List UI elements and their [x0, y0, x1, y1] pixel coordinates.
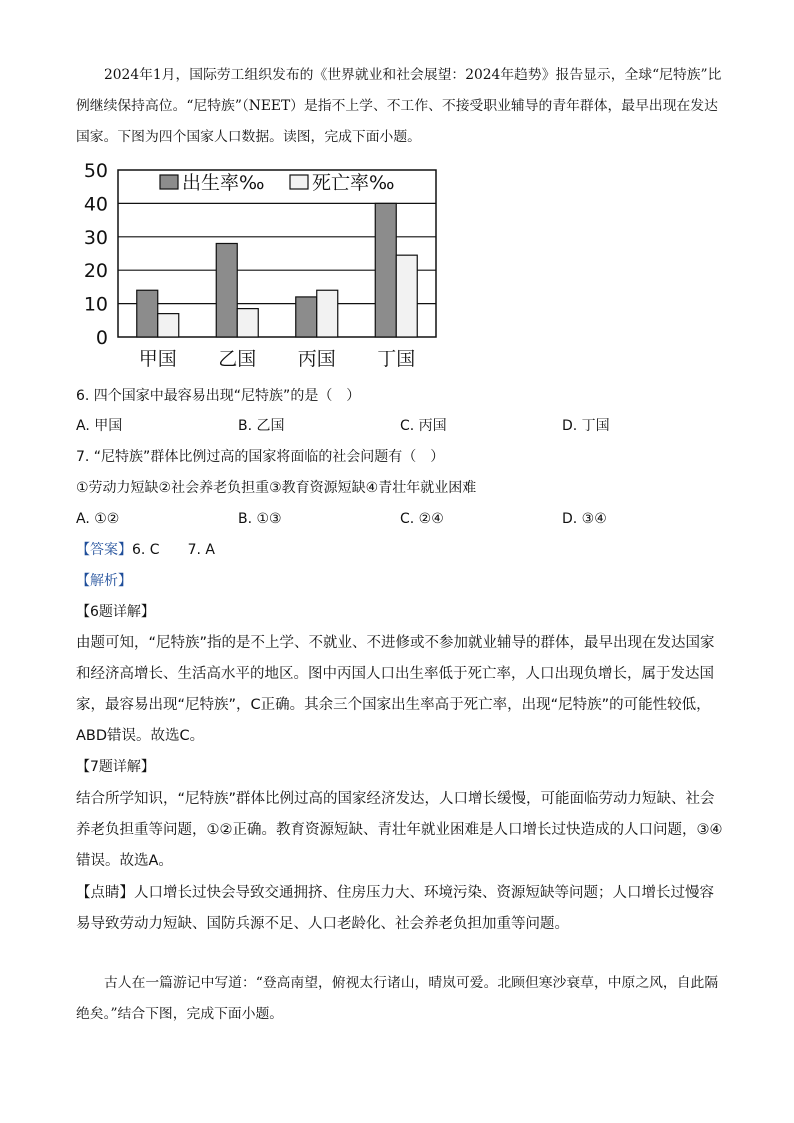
q6-stem: 6. 四个国家中最容易出现“尼特族”的是（ ） [76, 388, 361, 404]
answer-label: 【答案】 [76, 542, 132, 558]
bar-birth-2 [296, 297, 317, 337]
q6-option-d[interactable]: D. 丁国 [562, 418, 610, 434]
bar-birth-3 [375, 203, 396, 337]
legend-label-0: 出生率‰ [182, 172, 265, 194]
q6-option-c[interactable]: C. 丙国 [400, 418, 447, 434]
q7-option-c[interactable]: C. ②④ [400, 511, 444, 527]
x-tick-label: 乙国 [218, 348, 257, 370]
dianjing [76, 878, 726, 940]
analysis-label: 【解析】 [76, 573, 132, 589]
d7-label: 【7题详解】 [76, 759, 155, 775]
y-tick-label: 40 [84, 193, 108, 216]
q7-option-a[interactable]: A. ①② [76, 511, 120, 527]
birth-death-rate-chart [84, 160, 444, 375]
q6-options [76, 411, 726, 441]
d6-label: 【6题详解】 [76, 604, 155, 620]
q7-option-d[interactable]: D. ③④ [562, 511, 607, 527]
q6-option-b[interactable]: B. 乙国 [238, 418, 285, 434]
y-tick-label: 30 [84, 226, 108, 249]
dianjing-text: 人口增长过快会导致交通拥挤、住房压力大、环境污染、资源短缺等问题；人口增长过慢容易导致劳动力短缺、国防兵源不足、人口老龄化、社会养老负担加重等问题。 [76, 885, 714, 932]
x-tick-label: 甲国 [138, 348, 177, 370]
y-tick-label: 10 [84, 293, 108, 316]
q6-option-a[interactable]: A. 甲国 [76, 418, 123, 434]
bar-birth-1 [216, 243, 237, 337]
answer-text: 6. C 7. A [132, 542, 215, 558]
dianjing-label: 【点睛】 [76, 885, 134, 901]
legend-swatch-1 [290, 175, 308, 189]
bar-death-2 [317, 290, 338, 337]
legend-label-1: 死亡率‰ [312, 172, 395, 194]
q7-stem: 7. “尼特族”群体比例过高的国家将面临的社会问题有（ ） [76, 449, 445, 465]
bar-birth-0 [137, 290, 158, 337]
y-tick-label: 50 [84, 160, 108, 182]
bar-death-0 [158, 314, 179, 337]
bar-death-3 [396, 255, 417, 337]
passage-paragraph: 古人在一篇游记中写道：“登高南望，俯视太行诸山，晴岚可爱。北顾但寒沙衰草，中原之风，自此隔绝矣。”结合下图，完成下面小题。 [76, 975, 719, 1022]
x-tick-label: 丙国 [297, 348, 336, 370]
bar-death-1 [237, 309, 258, 337]
intro-paragraph: 2024年1月，国际劳工组织发布的《世界就业和社会展望：2024年趋势》报告显示，全球“尼特族”比例继续保持高位。“尼特族”（NEET）是指不上学、不工作、不接受职业辅导的青年群体，最早出现在发达国家。下图为四个国家人口数据。读图，完成下面小题。 [76, 67, 722, 145]
y-tick-label: 20 [84, 260, 108, 283]
q7-options [76, 504, 726, 534]
d6-text: 由题可知，“尼特族”指的是不上学、不就业、不进修或不参加就业辅导的群体，最早出现在发达国家和经济高增长、生活高水平的地区。图中丙国人口出生率低于死亡率，人口出现负增长，属于发达国家，最容易出现“尼特族”，C正确。其余三个国家出生率高于死亡率，出现“尼特族”的可能性较低，ABD错误。故选C。 [76, 635, 715, 744]
q7-items: ①劳动力短缺②社会养老负担重③教育资源短缺④青壮年就业困难 [76, 480, 477, 496]
q7-option-b[interactable]: B. ①③ [238, 511, 282, 527]
answer-line [76, 535, 726, 565]
legend-swatch-0 [160, 175, 178, 189]
x-tick-label: 丁国 [377, 348, 416, 370]
d7-text: 结合所学知识，“尼特族”群体比例过高的国家经济发达，人口增长缓慢，可能面临劳动力短缺、社会养老负担重等问题，①②正确。教育资源短缺、青壮年就业困难是人口增长过快造成的人口问题，③④错误。故选A。 [76, 791, 723, 869]
y-tick-label: 0 [95, 327, 108, 349]
